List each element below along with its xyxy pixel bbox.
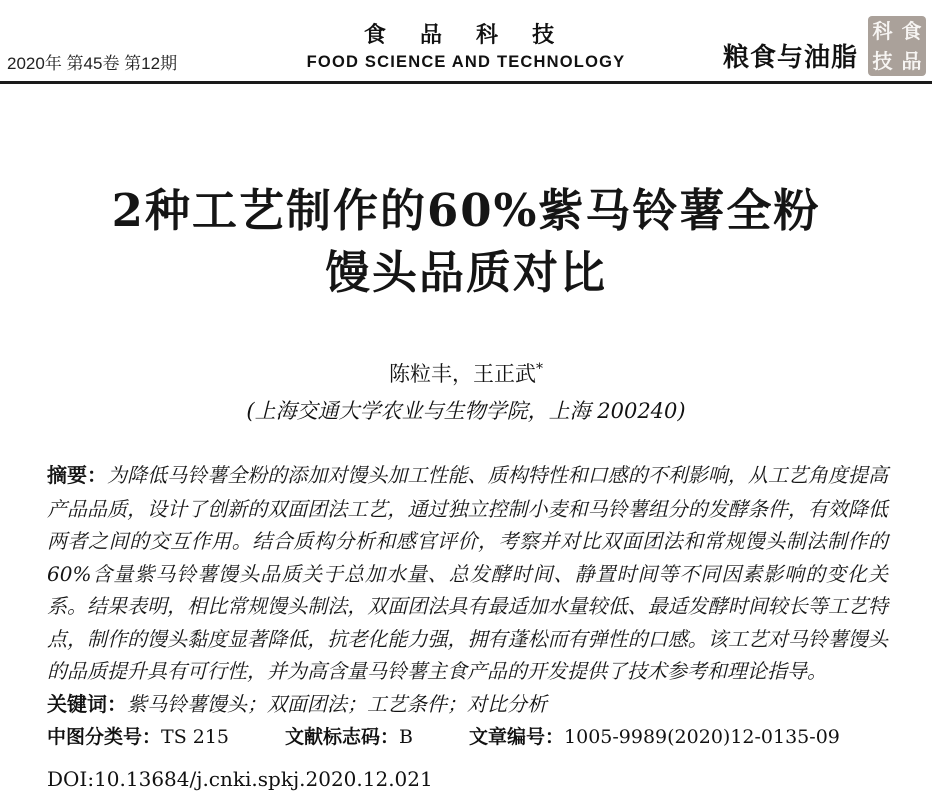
keywords-label: 关键词： — [47, 693, 127, 716]
clc-number — [47, 721, 229, 755]
abstract-text: 为降低马铃薯全粉的添加对馒头加工性能、质构特性和口感的不利影响，从工艺角度提高产品品质，设计了创新的双面团法工艺，通过独立控制小麦和马铃薯组分的发酵条件，有效降低两者之间的交互作用。结合质构分析和感官评价，考察并对比双面团法和常规馒头制法制作的60%含量紫马铃薯馒头品质关于总加水量、总发酵时间、静置时间等不同因素影响的变化关系。结果表明，相比常规馒头制法，双面团法具有最适加水量较低、最适发酵时间较长等工艺特点，制作的馒头黏度显著降低，抗老化能力强，拥有蓬松而有弹性的口感。该工艺对马铃薯馒头的品质提升具有可行性，并为高含量马铃薯主食产品的开发提供了技术参考和理论指导。 — [47, 463, 889, 683]
journal-seal-stamp-icon — [868, 16, 926, 76]
doi: DOI:10.13684/j.cnki.spkj.2020.12.021 — [47, 766, 433, 791]
seal-char: 技 — [872, 49, 893, 73]
article-number-label: 文章编号： — [469, 727, 565, 748]
clc-label: 中图分类号： — [47, 727, 162, 748]
article-title-line1: 2种工艺制作的60%紫马铃薯全粉 — [111, 184, 821, 237]
authors: 陈粒丰，王正武 — [389, 362, 536, 386]
journal-masthead — [0, 0, 932, 84]
seal-char: 科 — [872, 19, 893, 43]
journal-name-cn: 食 品 科 技 — [363, 22, 569, 47]
authors-line — [0, 354, 932, 389]
abstract-paragraph — [47, 459, 888, 688]
article-number-value: 1005-9989(2020)12-0135-09 — [564, 726, 840, 748]
article-number — [469, 721, 840, 755]
article-title-line2: 馒头品质对比 — [324, 246, 607, 299]
issue-info: 2020年 第45卷 第12期 — [7, 54, 178, 73]
affiliation: (上海交通大学农业与生物学院，上海 200240) — [246, 399, 686, 423]
partner-journal-block — [723, 16, 926, 76]
journal-name-en: FOOD SCIENCE AND TECHNOLOGY — [306, 53, 626, 71]
corresponding-author-mark: * — [536, 361, 543, 377]
document-code-label: 文献标志码： — [285, 727, 400, 748]
article-title — [40, 180, 892, 304]
keywords-line — [47, 688, 888, 722]
header-divider — [0, 81, 932, 84]
seal-char: 食 — [901, 19, 922, 43]
keywords-text: 紫马铃薯馒头；双面团法；工艺条件；对比分析 — [127, 691, 547, 716]
document-code-value: B — [399, 726, 413, 748]
clc-value: TS 215 — [161, 726, 230, 748]
document-code — [285, 721, 413, 755]
seal-char: 品 — [901, 49, 922, 73]
classification-line — [47, 721, 888, 755]
abstract-label: 摘要： — [47, 465, 108, 487]
partner-journal-name: 粮食与油脂 — [722, 41, 858, 72]
